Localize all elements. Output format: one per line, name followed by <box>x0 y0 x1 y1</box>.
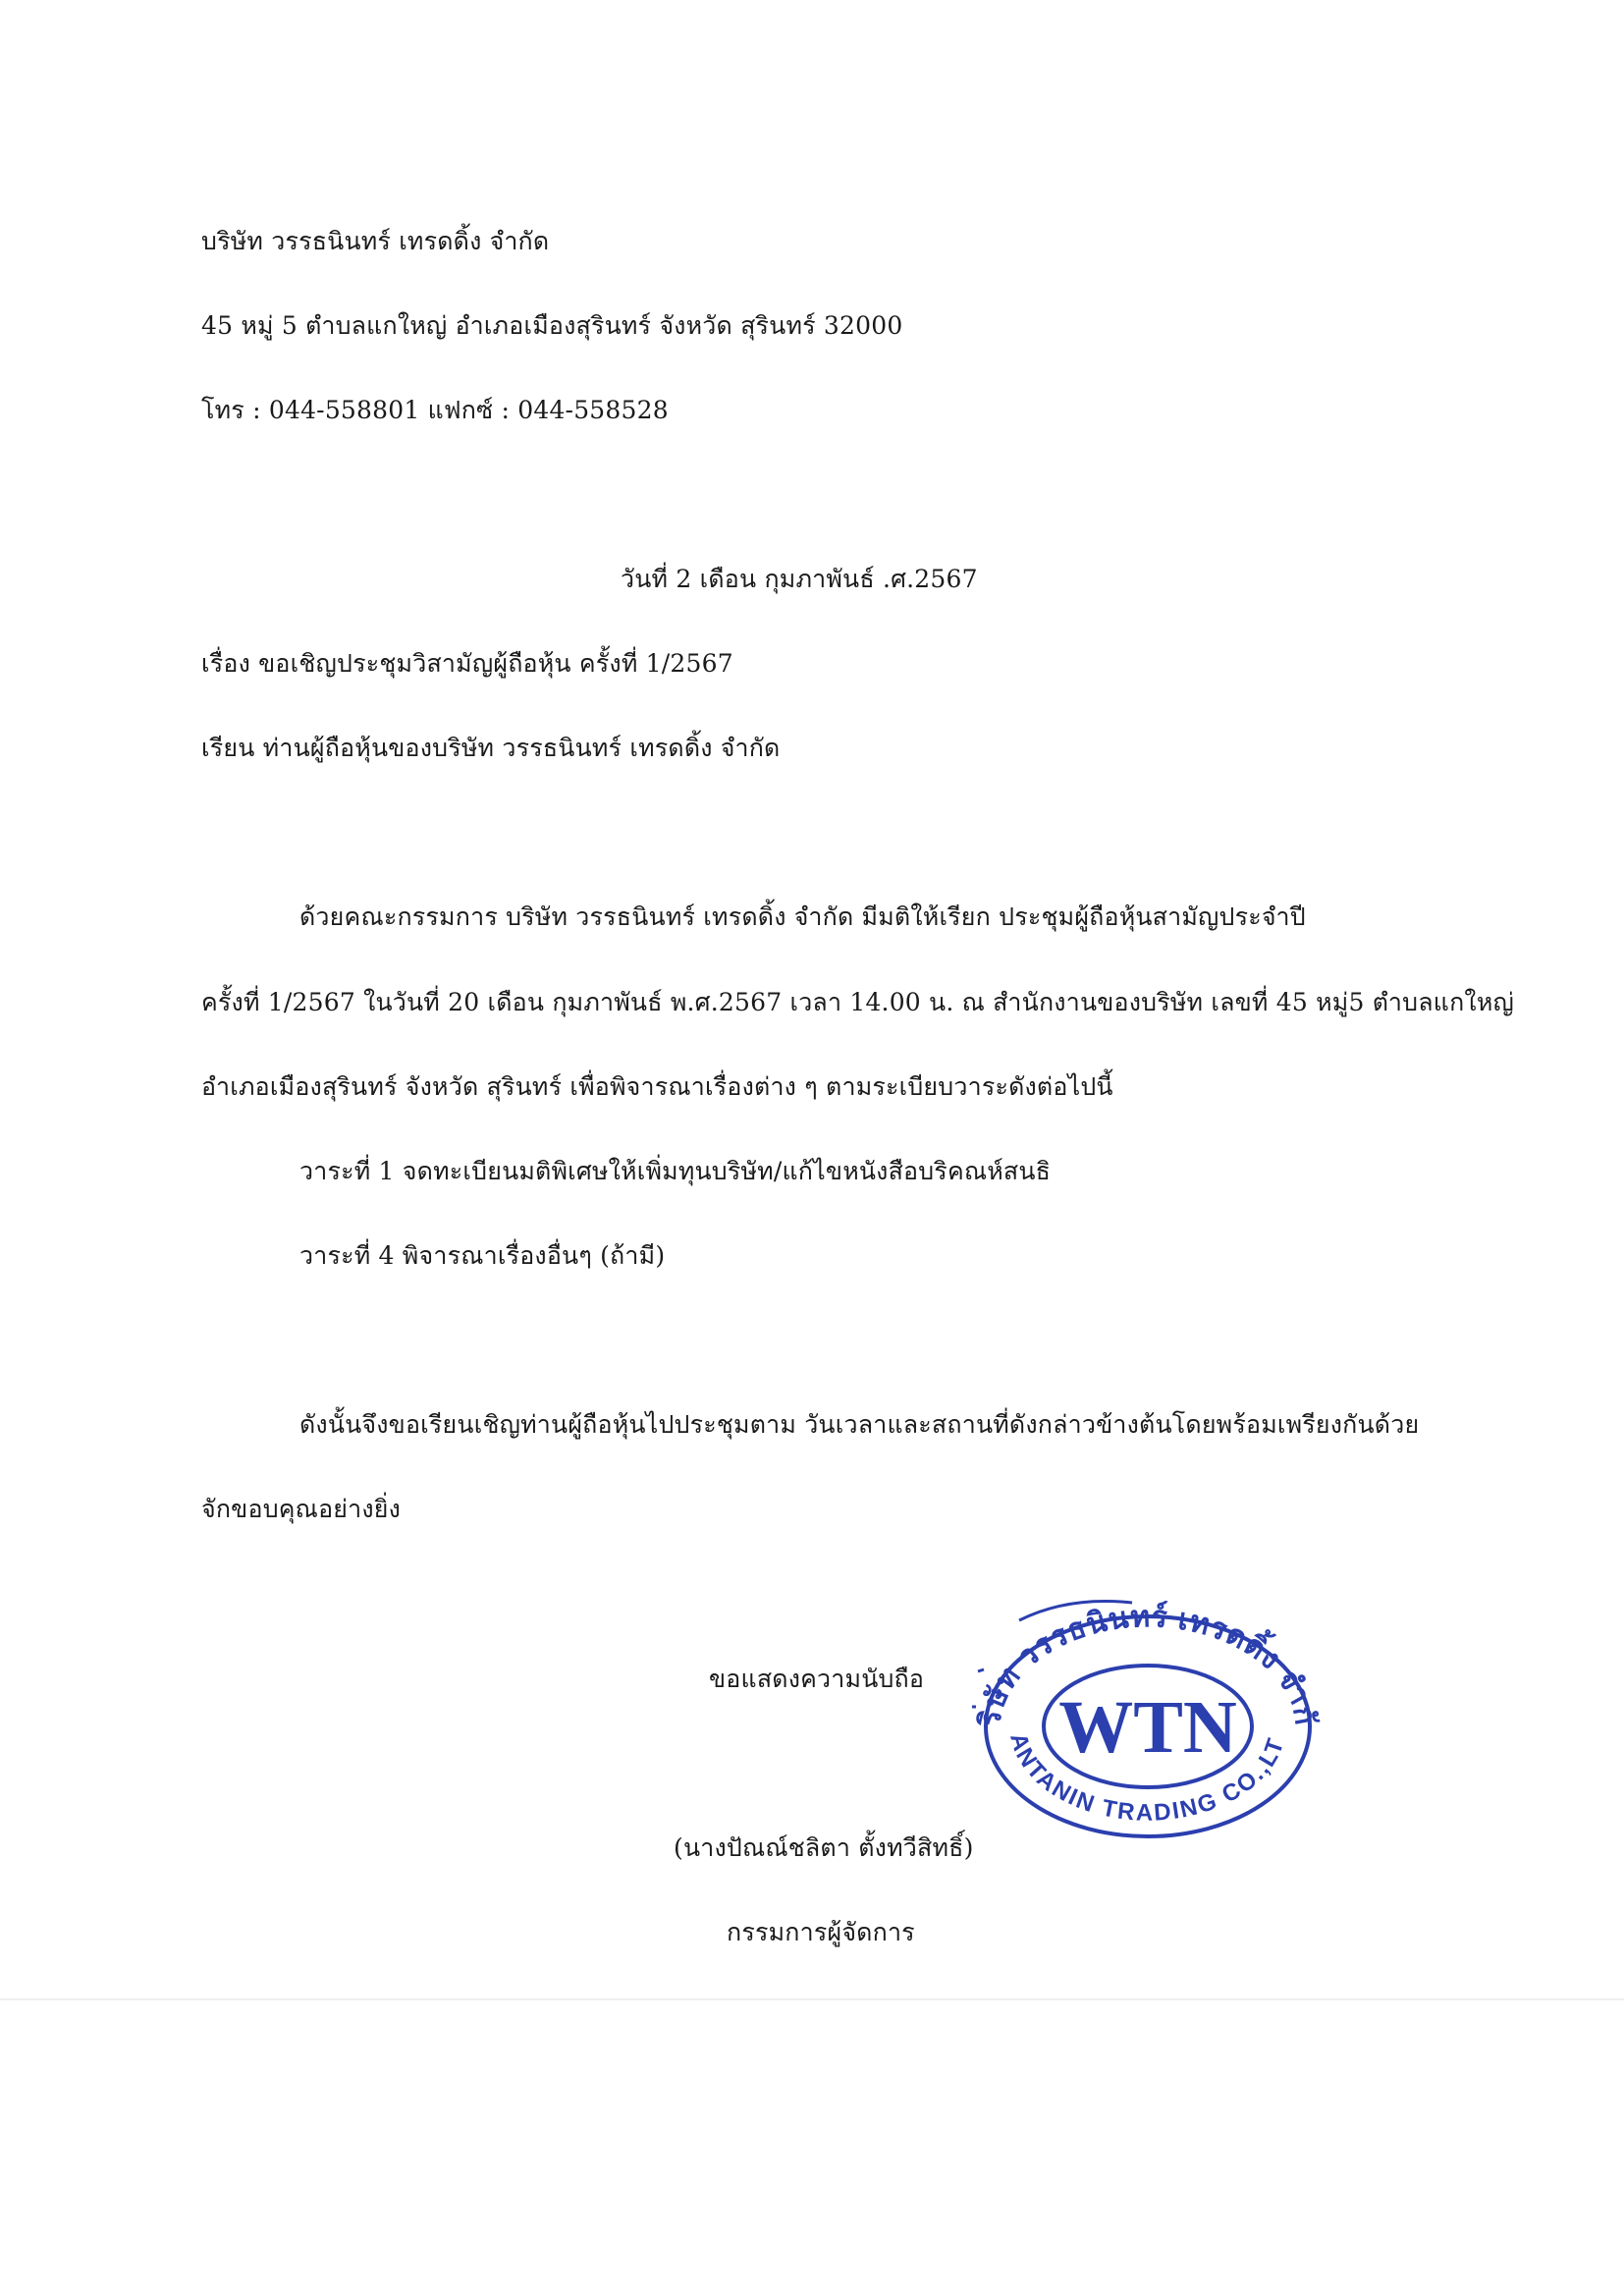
company-contact: โทร : 044-558801 แฟกซ์ : 044-558528 <box>201 396 669 424</box>
seal-bottom-text: ANTANIN TRADING CO.,LT <box>1004 1729 1290 1827</box>
company-seal <box>960 1591 1335 1848</box>
body-paragraph2-line2: จักขอบคุณอย่างยิ่ง <box>201 1495 402 1523</box>
closing-regards: ขอแสดงความนับถือ <box>709 1665 925 1693</box>
body-paragraph1-line1: ด้วยคณะกรรมการ บริษัท วรรธนินทร์ เทรดดิ้ง จำกัด มีมติให้เรียก ประชุมผู้ถือหุ้นสามัญประจำปี <box>299 902 1306 931</box>
agenda-item: วาระที่ 4 พิจารณาเรื่องอื่นๆ (ถ้ามี) <box>299 1241 666 1270</box>
signer-name: (นางปัณณ์ชลิตา ตั้งทวีสิทธิ์) <box>674 1833 974 1862</box>
signer-title: กรรมการผู้จัดการ <box>727 1918 915 1946</box>
company-name: บริษัท วรรธนินทร์ เทรดดิ้ง จำกัด <box>201 227 550 255</box>
body-paragraph1-line3: อำเภอเมืองสุรินทร์ จังหวัด สุรินทร์ เพื่อพิจารณาเรื่องต่าง ๆ ตามระเบียบวาระดังต่อไปนี้ <box>201 1072 1113 1101</box>
scan-edge-line <box>0 1998 1624 2000</box>
company-address: 45 หมู่ 5 ตำบลแกใหญ่ อำเภอเมืองสุรินทร์ จังหวัด สุรินทร์ 32000 <box>201 311 903 340</box>
seal-top-text: ริษัท วรรธนินทร์ เทรดดิ้ง จำกั <box>973 1601 1323 1728</box>
body-paragraph2-line1: ดังนั้นจึงขอเรียนเชิญท่านผู้ถือหุ้นไปประชุมตาม วันเวลาและสถานที่ดังกล่าวข้างต้นโดยพร้อมเพรียงกันด้วย <box>299 1410 1420 1439</box>
letter-subject: เรื่อง ขอเชิญประชุมวิสามัญผู้ถือหุ้น ครั้งที่ 1/2567 <box>201 649 733 678</box>
seal-logo-text: WTN <box>1058 1686 1237 1769</box>
body-paragraph1-line2: ครั้งที่ 1/2567 ในวันที่ 20 เดือน กุมภาพันธ์ พ.ศ.2567 เวลา 14.00 น. ณ สำนักงานของบริษัท เลขที่ 45 หมู่5 ตำบลแกใหญ่ <box>201 988 1514 1016</box>
letter-recipient: เรียน ท่านผู้ถือหุ้นของบริษัท วรรธนินทร์ เทรดดิ้ง จำกัด <box>201 734 781 762</box>
agenda-item: วาระที่ 1 จดทะเบียนมติพิเศษให้เพิ่มทุนบริษัท/แก้ไขหนังสือบริคณห์สนธิ <box>299 1157 1052 1185</box>
letter-date: วันที่ 2 เดือน กุมภาพันธ์ .ศ.2567 <box>621 565 978 593</box>
